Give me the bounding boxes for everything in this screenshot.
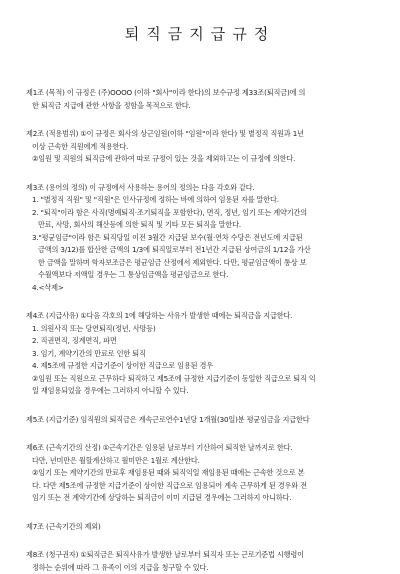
article-4 bbox=[26, 310, 374, 398]
article-line: 제2조 (적용범위) ①이 규정은 회사의 상근임원(이하 "임원"이라 한다) 및 별정직 직원과 1년 bbox=[26, 128, 374, 141]
article-line: 다. 다만 제5조에 규정한 지급기준이 상이한 직급으로 임용되어 계속 근무하게 된 경우와 전 bbox=[26, 480, 374, 493]
article-line: 2. 직권면직, 징계면직, 파면 bbox=[26, 335, 374, 348]
article-line: 1. "별정직 직원" 및 "직원"은 인사규정에 정하는 바에 의하여 임용된 자를 말한다. bbox=[26, 194, 374, 207]
article-line: 다만, 년미만은 월할계산하고 월미만은 1월로 계산한다. bbox=[26, 455, 374, 468]
article-1 bbox=[26, 87, 374, 112]
article-6 bbox=[26, 442, 374, 505]
article-line: 제3조 (용어의 정의) 이 규정에서 사용하는 용어의 정의는 다음 각호와 같다. bbox=[26, 182, 374, 195]
article-8 bbox=[26, 549, 374, 574]
article-line: ②임원 또는 직원으로 근무하다 퇴직하고 제5조에 규정한 지급기준이 동일한 직급으로 퇴직 익 bbox=[26, 373, 374, 386]
article-line: 제5조 (지급기준) 임직원의 퇴직금은 계속근로연수1년당 1개월(30일)분 평균임금을 지급한다 bbox=[26, 414, 374, 427]
article-line: 일 재임용되었을 경우에는 그러하지 아니할 수 있다. bbox=[26, 385, 374, 398]
article-line: 제1조 (목적) 이 규정은 (주)OOOO (이하 "회사"이라 한다)의 보수규정 제33조(퇴직금)에 의 bbox=[26, 87, 374, 100]
article-line: 한 퇴직금 지급에 관한 사항을 정함을 목적으로 한다. bbox=[26, 100, 374, 113]
article-line: 정하는 순위에 따라 그 유족이 이의 지급을 청구할 수 있다. bbox=[26, 562, 374, 574]
article-line: 4. 제5조에 규정한 지급기준이 상이한 직급으로 임용된 경우 bbox=[26, 360, 374, 373]
article-7 bbox=[26, 521, 374, 534]
article-5 bbox=[26, 414, 374, 427]
article-line: 임기 또는 전 계약기간에 상당하는 퇴직금이 이미 지급된 경우에는 그러하지 아니하다. bbox=[26, 492, 374, 505]
article-2 bbox=[26, 128, 374, 166]
article-line: 이상 근속한 직원에게 적용한다. bbox=[26, 141, 374, 154]
document-title: 퇴직금지급규정 bbox=[26, 0, 374, 47]
article-line: 금액의 3/12)를 합산한 금액의 1/3에 퇴직일로부터 전1년간 지급된 상여금의 1/12을 가산 bbox=[26, 244, 374, 257]
article-line: ②임원 및 직원의 퇴직금에 관하여 따로 규정이 있는 것을 제외하고는 이 규정에 의한다. bbox=[26, 153, 374, 166]
article-line: 4.<삭제> bbox=[26, 282, 374, 295]
article-line: 한 금액을 말하며 학자보조금은 평균임금 산정에서 제외한다. 다만, 평균임금액이 통상 보 bbox=[26, 257, 374, 270]
article-line: ②임기 또는 계약기간의 만료후 재임용된 때와 퇴직익일 재임용된 때에는 근속한 것으로 본 bbox=[26, 467, 374, 480]
article-line: 2. "퇴직"이라 함은 사직(명예퇴직·조기퇴직을 포함한다), 면직, 정년, 임기 또는 계약기간의 bbox=[26, 207, 374, 220]
article-line: 3. 임기, 계약기간의 만료로 인한 퇴직 bbox=[26, 348, 374, 361]
article-line: 제8조 (청구권자) ①퇴직금은 퇴직사유가 발생한 날로부터 퇴직자 또는 근로기준법 시행령이 bbox=[26, 549, 374, 562]
article-line: 제7조 (근속기간의 제외) bbox=[26, 521, 374, 534]
document-body bbox=[26, 87, 374, 574]
article-line: 제6조 (근속기간의 산정) ①근속기간은 임용된 날로부터 기산하여 퇴직한 날까지로 한다. bbox=[26, 442, 374, 455]
article-line: 1. 의원사직 또는 당연퇴직(정년, 사망등) bbox=[26, 323, 374, 336]
article-line: 수월액보다 저액일 경우는 그 통상임금액을 평균임금으로 한다. bbox=[26, 269, 374, 282]
article-line: 제4조 (지급사유) ①다음 각호의 1에 해당하는 사유가 발생한 때에는 퇴직금을 지급한다. bbox=[26, 310, 374, 323]
article-line: 3."평균임금"이라 함은 퇴직당일 이전 3월간 지급된 보수(월·연차 수당은 전년도에 지급된 bbox=[26, 232, 374, 245]
article-3 bbox=[26, 182, 374, 295]
article-line: 만료, 사망, 회사의 해산등에 의한 퇴직 및 기타 모든 퇴직을 말한다. bbox=[26, 219, 374, 232]
